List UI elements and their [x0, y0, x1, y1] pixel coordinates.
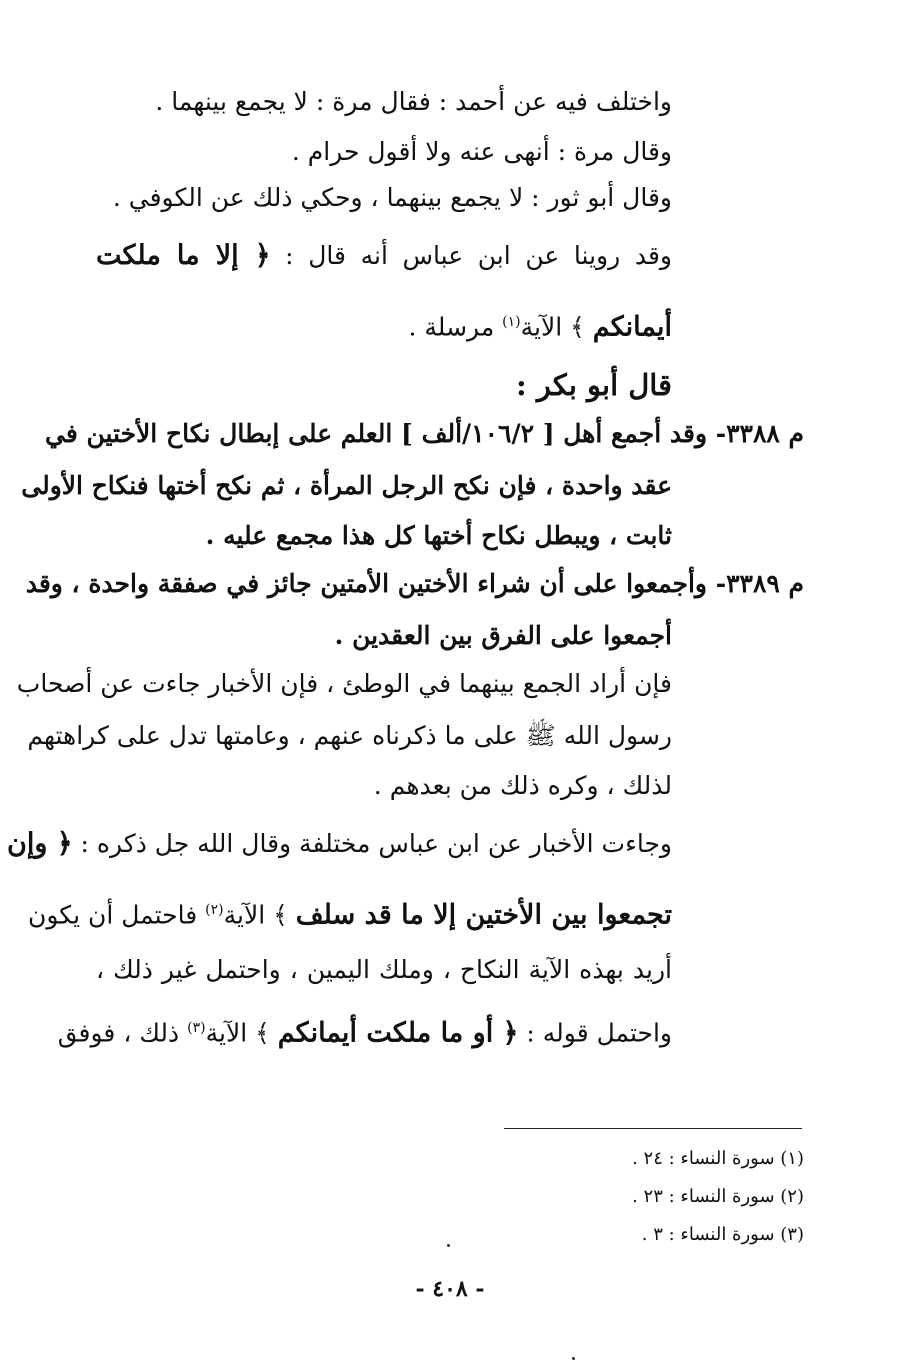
text-line-5-b: مرسلة . — [408, 312, 503, 342]
text-line-2: وقال مرة : أنهى عنه ولا أقول حرام . — [291, 137, 672, 166]
text-line-12 — [57, 1012, 672, 1049]
text-line-5 — [0, 306, 672, 343]
footnote-2: (٢) سورة النساء : ٢٣ . — [632, 1186, 804, 1207]
scan-speck — [572, 1357, 575, 1360]
text-line-11: أريد بهذه الآية النكاح ، وملك اليمين ، واحتمل غير ذلك ، — [96, 955, 672, 984]
text-line-7: رسول الله ﷺ على ما ذكرناه عنهم ، وعامتها تدل على كراهتهم — [27, 721, 672, 750]
text-line-5-a: ﴾ الآية — [520, 312, 585, 342]
entry-3389-line-2: أجمعوا على الفرق بين العقدين . — [334, 621, 672, 650]
text-line-12-a: واحتمل قوله : — [526, 1018, 672, 1048]
text-line-9-a: وجاءت الأخبار عن ابن عباس مختلفة وقال الله جل ذكره : — [80, 829, 672, 858]
text-line-9 — [6, 828, 672, 860]
section-heading: قال أبو بكر : — [516, 368, 672, 402]
scan-speck — [447, 1244, 450, 1247]
entry-3389-line-1: م ٣٣٨٩- وأجمعوا على أن شراء الأختين الأمتين جائز في صفقة واحدة ، وقد — [25, 569, 804, 598]
text-line-6: فإن أراد الجمع بينهما في الوطئ ، فإن الأخبار جاءت عن أصحاب — [16, 669, 672, 698]
footnote-ref-3: (٣) — [187, 1020, 206, 1036]
text-line-10 — [28, 894, 672, 931]
quran-quote-2-start: ﴿ وإن — [6, 828, 73, 859]
quran-quote-1-start: ﴿ إلا ما ملكت — [96, 240, 271, 271]
quran-quote-2-end: تجمعوا بين الأختين إلا ما قد سلف — [295, 899, 672, 931]
footnote-ref-2: (٢) — [205, 902, 224, 918]
text-line-10-a: ﴾ الآية — [223, 900, 288, 930]
text-line-12-b: ﴾ الآية — [205, 1018, 270, 1048]
quran-quote-1-end: أيمانكم — [592, 311, 672, 343]
footnote-ref-1: (١) — [502, 314, 521, 330]
quran-quote-3: ﴿ أو ما ملكت أيمانكم — [277, 1017, 519, 1049]
page-number: - ٤٠٨ - — [415, 1276, 485, 1302]
footnote-divider — [504, 1128, 802, 1129]
text-line-4-a: وقد روينا عن ابن عباس أنه قال : — [285, 241, 672, 270]
footnote-1: (١) سورة النساء : ٢٤ . — [632, 1148, 804, 1169]
entry-3388-line-3: ثابت ، ويبطل نكاح أختها كل هذا مجمع عليه . — [205, 521, 672, 550]
text-line-10-b: فاحتمل أن يكون — [28, 900, 206, 930]
text-line-1: واختلف فيه عن أحمد : فقال مرة : لا يجمع بينهما . — [155, 87, 672, 116]
text-line-12-c: ذلك ، فوفق — [57, 1018, 188, 1048]
entry-3388-line-1: م ٣٣٨٨- وقد أجمع أهل [ ١٠٦/٢/ألف ] العلم على إبطال نكاح الأختين في — [44, 419, 804, 448]
text-line-3: وقال أبو ثور : لا يجمع بينهما ، وحكي ذلك عن الكوفي . — [112, 183, 672, 212]
text-line-4 — [96, 240, 672, 272]
footnote-3: (٣) سورة النساء : ٣ . — [641, 1224, 804, 1245]
entry-3388-line-2: عقد واحدة ، فإن نكح الرجل المرأة ، ثم نكح أختها فنكاح الأولى — [21, 471, 672, 500]
text-line-8: لذلك ، وكره ذلك من بعدهم . — [373, 771, 672, 800]
